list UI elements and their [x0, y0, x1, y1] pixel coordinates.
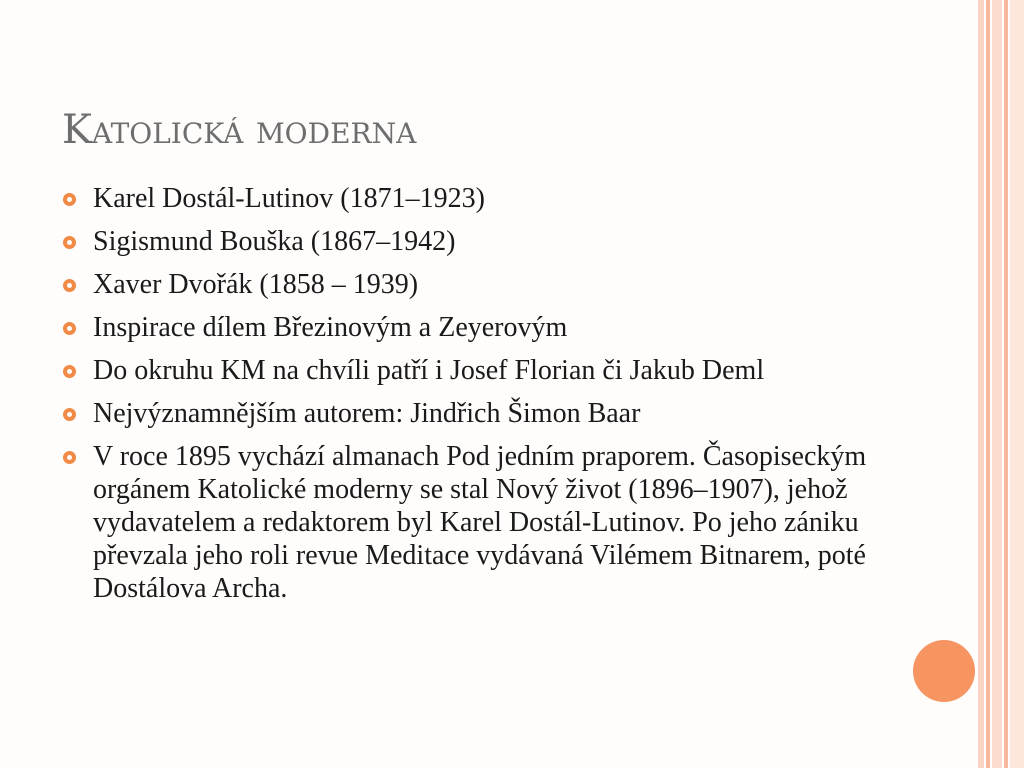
ring-bullet-icon: [63, 322, 76, 335]
bullet-item: [62, 225, 892, 258]
bullet-item: [62, 440, 892, 605]
decorative-stripe: [986, 0, 990, 768]
ring-bullet-icon: [63, 365, 76, 378]
bullet-text: V roce 1895 vychází almanach Pod jedním praporem. Časopiseckým orgánem Katolické moderny se stal Nový život (1896–1907), jehož vydavatelem a redaktorem byl Karel Dostál-Lutinov. Po jeho zániku převzala jeho roli revue Meditace vydávaná Vilémem Bitnarem, poté Dostálova Archa.: [93, 441, 867, 604]
bullet-item: [62, 268, 892, 301]
ring-bullet-icon: [63, 451, 76, 464]
bullet-item: [62, 354, 892, 387]
decorative-circle: [913, 640, 975, 702]
decorative-stripe: [992, 0, 1002, 768]
bullet-item: [62, 182, 892, 215]
ring-bullet-icon: [63, 236, 76, 249]
ring-bullet-icon: [63, 193, 76, 206]
bullet-item: [62, 311, 892, 344]
ring-bullet-icon: [63, 279, 76, 292]
decorative-stripe: [1010, 0, 1024, 768]
bullet-text: Sigismund Bouška (1867–1942): [93, 226, 456, 257]
bullet-text: Nejvýznamnějším autorem: Jindřich Šimon Baar: [93, 398, 641, 429]
bullet-item: [62, 397, 892, 430]
slide-title: Katolická moderna: [62, 107, 417, 153]
bullet-text: Karel Dostál-Lutinov (1871–1923): [93, 183, 485, 214]
bullet-list: [62, 182, 892, 615]
decorative-stripe: [978, 0, 984, 768]
ring-bullet-icon: [63, 408, 76, 421]
bullet-text: Xaver Dvořák (1858 – 1939): [93, 269, 419, 300]
bullet-text: Do okruhu KM na chvíli patří i Josef Florian či Jakub Deml: [93, 355, 765, 386]
decorative-stripe: [1004, 0, 1008, 768]
bullet-text: Inspirace dílem Březinovým a Zeyerovým: [93, 312, 568, 343]
